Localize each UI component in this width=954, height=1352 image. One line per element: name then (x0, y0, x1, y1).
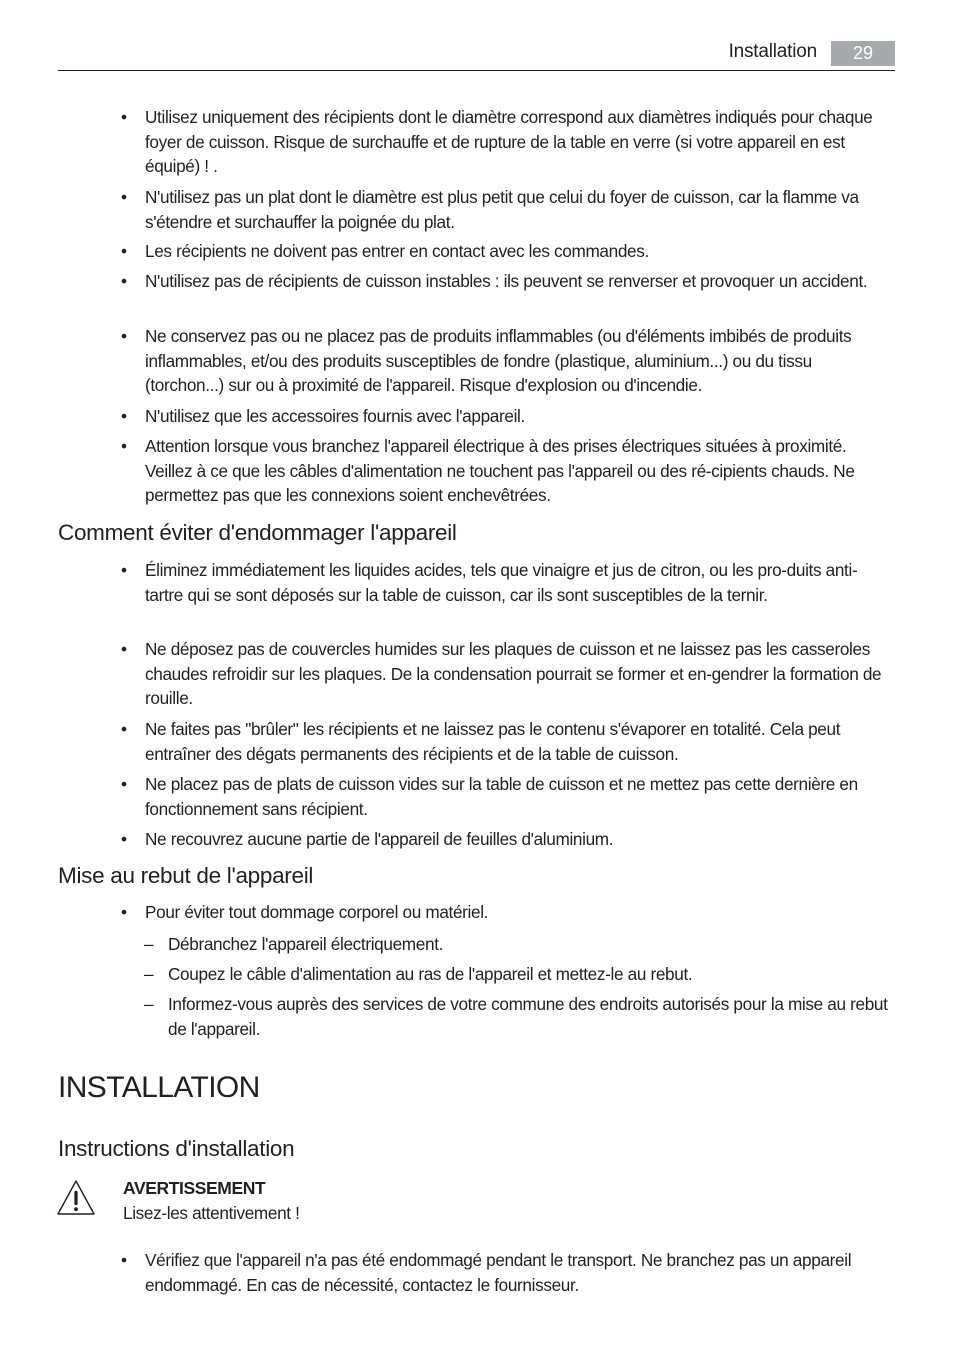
bullet-mark: • (121, 902, 127, 922)
list-item-text: Attention lorsque vous branchez l'appareil électrique à des prises électriques situées à proximité. Veillez à ce que les câbles d'alimentation ne touchent pas l'appareil ou des ré-cipients chauds. Ne permettez pas que les connexions soient enchevêtrées. (145, 436, 855, 506)
list-item (121, 900, 895, 925)
list-item-text: Vérifiez que l'appareil n'a pas été endommagé pendant le transport. Ne branchez pas un appareil endommagé. En cas de nécessité, contactez le fournisseur. (145, 1250, 852, 1295)
page-header (58, 36, 895, 72)
bullet-mark: • (121, 271, 127, 291)
dash-mark: – (144, 994, 154, 1014)
bullet-mark: • (121, 187, 127, 207)
bullet-mark: • (121, 406, 127, 426)
list-item (121, 717, 895, 766)
bullet-mark: • (121, 774, 127, 794)
list-item-text: N'utilisez pas un plat dont le diamètre est plus petit que celui du foyer de cuisson, car la flamme va s'étendre et surchauffer la poignée du plat. (145, 187, 859, 232)
bullet-mark: • (121, 719, 127, 739)
list-item (121, 269, 895, 294)
list-item-text: Ne recouvrez aucune partie de l'appareil de feuilles d'aluminium. (145, 829, 614, 849)
list-item-text: Ne placez pas de plats de cuisson vides sur la table de cuisson et ne mettez pas cette dernière en fonctionnement sans récipient. (145, 774, 858, 819)
list-subitem (144, 932, 888, 957)
list-item (121, 434, 895, 508)
list-item-text: Utilisez uniquement des récipients dont le diamètre correspond aux diamètres indiqués pour chaque foyer de cuisson. Risque de surchauffe et de rupture de la table en verre (si votre appareil en est équipé) ! . (145, 107, 873, 177)
list-subitem (144, 992, 888, 1041)
section-title-disposal: Mise au rebut de l'appareil (58, 863, 314, 888)
list-subitem (144, 962, 888, 987)
warning-triangle-icon (56, 1178, 96, 1218)
list-item (121, 404, 895, 429)
dash-mark: – (144, 934, 154, 954)
bullet-mark: • (121, 436, 127, 456)
list-item (121, 185, 895, 234)
bullet-mark: • (121, 560, 127, 580)
dash-mark: – (144, 964, 154, 984)
list-item (121, 558, 895, 607)
list-item-text: Débranchez l'appareil électriquement. (168, 934, 444, 954)
list-item-text: Pour éviter tout dommage corporel ou matériel. (145, 902, 489, 922)
list-item (121, 324, 895, 398)
section-title-installation: Instructions d'installation (58, 1136, 295, 1161)
list-item (121, 105, 895, 179)
list-item-text: Coupez le câble d'alimentation au ras de l'appareil et mettez-le au rebut. (168, 964, 693, 984)
bullet-mark: • (121, 107, 127, 127)
list-item (121, 1248, 895, 1297)
page-number-badge: 29 (831, 41, 895, 66)
chapter-title: INSTALLATION (58, 1071, 260, 1104)
list-item-text: Ne faites pas "brûler" les récipients et ne laissez pas le contenu s'évaporer en totalité. Cela peut entraîner des dégats permanents des récipients et de la table de cuisson. (145, 719, 841, 764)
list-item-text: Informez-vous auprès des services de votre commune des endroits autorisés pour la mise au rebut de l'appareil. (168, 994, 888, 1039)
section-title-damage: Comment éviter d'endommager l'appareil (58, 520, 457, 545)
warning-title: AVERTISSEMENT (123, 1178, 266, 1198)
list-item-text: Les récipients ne doivent pas entrer en contact avec les commandes. (145, 241, 649, 261)
list-item (121, 637, 895, 711)
bullet-mark: • (121, 829, 127, 849)
list-item-text: Ne déposez pas de couvercles humides sur les plaques de cuisson et ne laissez pas les casseroles chaudes refroidir sur les plaques. De la condensation pourrait se former et en-gendrer la formation de rouille. (145, 639, 882, 709)
header-section-title: Installation (728, 41, 817, 62)
list-item-text: Ne conservez pas ou ne placez pas de produits inflammables (ou d'éléments imbibés de produits inflammables, et/ou des produits susceptibles de fondre (plastique, aluminium...) ou du tissu (torchon...) sur ou à proximité de l'appareil. Risque d'explosion ou d'incendie. (145, 326, 852, 396)
bullet-mark: • (121, 639, 127, 659)
bullet-mark: • (121, 1250, 127, 1270)
list-item-text: N'utilisez que les accessoires fournis avec l'appareil. (145, 406, 525, 426)
list-item (121, 772, 895, 821)
list-item-text: Éliminez immédiatement les liquides acides, tels que vinaigre et jus de citron, ou les pro-duits anti-tartre qui se sont déposés sur la table de cuisson, car ils sont susceptibles de la ternir. (145, 560, 858, 605)
list-item-text: N'utilisez pas de récipients de cuisson instables : ils peuvent se renverser et provoquer un accident. (145, 271, 868, 291)
header-rule (58, 70, 895, 71)
bullet-mark: • (121, 326, 127, 346)
list-item (121, 239, 895, 264)
list-item (121, 827, 895, 852)
bullet-mark: • (121, 241, 127, 261)
warning-text: Lisez-les attentivement ! (123, 1203, 300, 1223)
